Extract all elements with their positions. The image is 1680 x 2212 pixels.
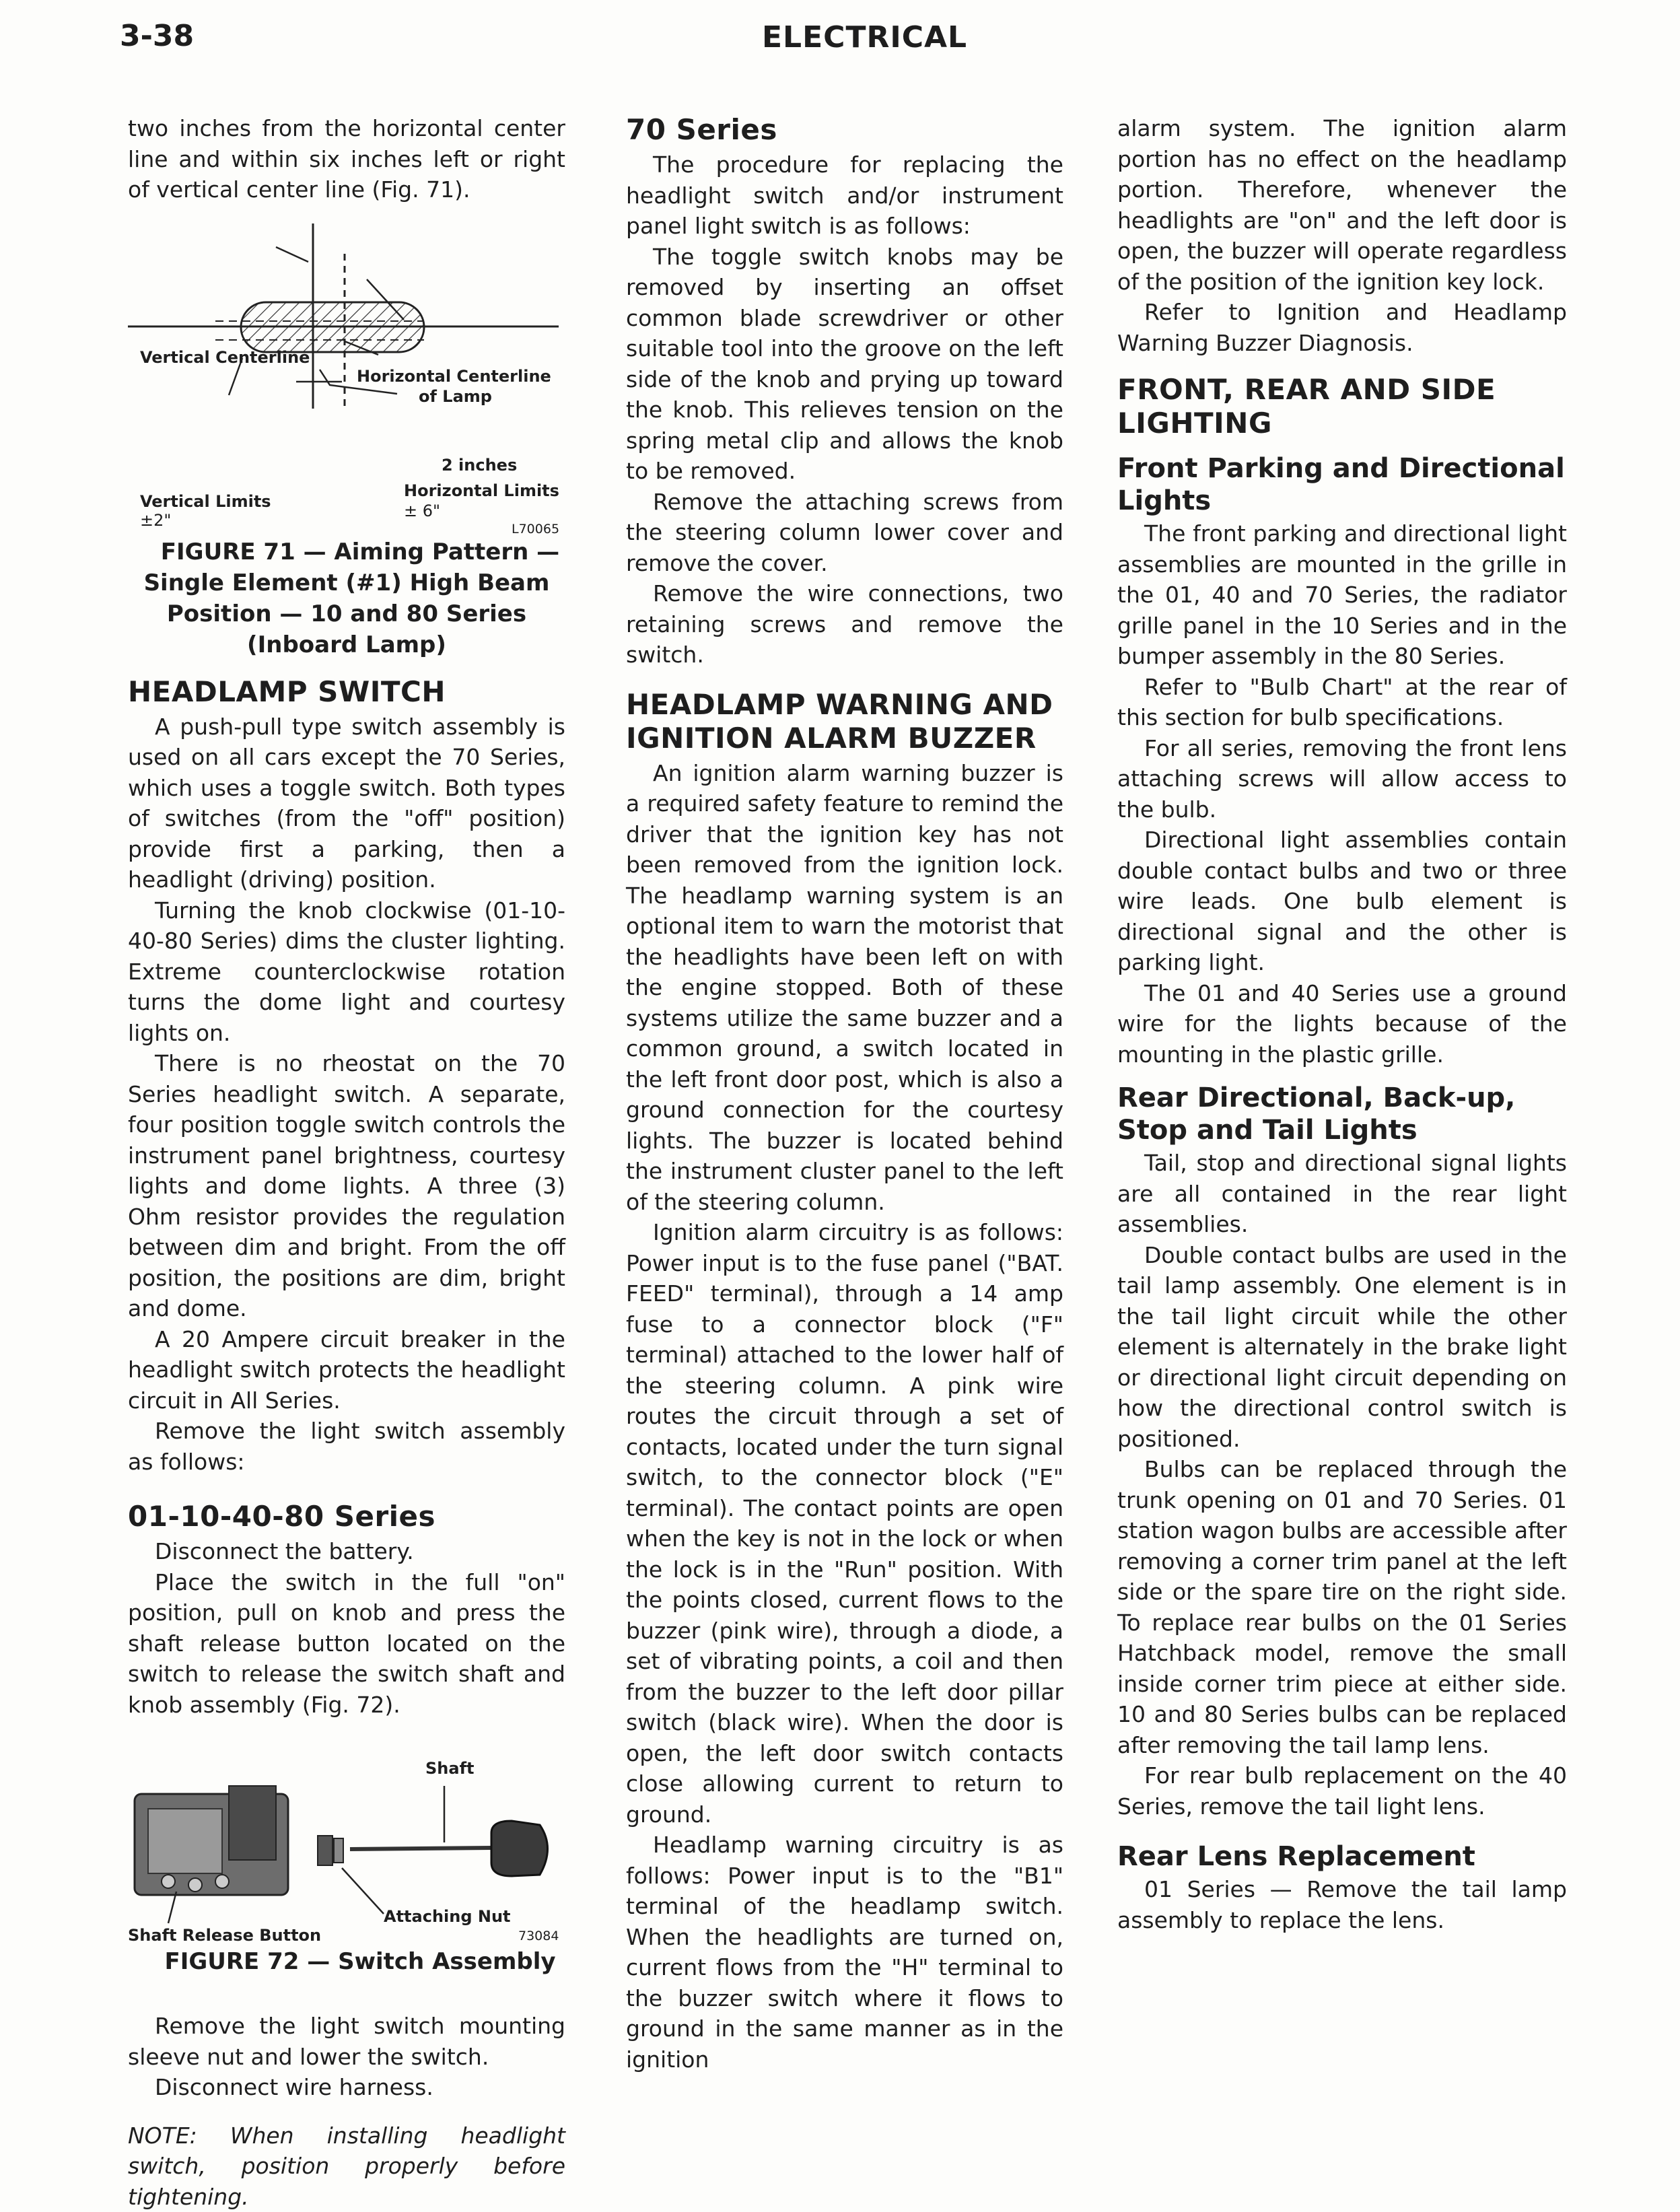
paragraph: There is no rheostat on the 70 Series headlight switch. A separate, four position toggle switch controls the instrument panel brightness, courtesy lights and dome lights. A three (3) Ohm resistor provides the regulation between dim and bright. From the off position, the positions are dim, bright and dome.	[128, 1048, 565, 1324]
paragraph: Headlamp warning circuitry is as follows: Power input is to the "B1" terminal of the headlamp switch. When the headlights are turned on, current flows from the "H" terminal to the buzzer switch where it flows to ground in the same manner as in the ignition	[626, 1830, 1063, 2075]
figure-code: 73084	[518, 1929, 559, 1943]
heading-rear-lens: Rear Lens Replacement	[1117, 1840, 1567, 1873]
paragraph: Disconnect the battery.	[128, 1536, 565, 1567]
heading-70-series: 70 Series	[626, 113, 1063, 147]
figure-71-caption: FIGURE 71 — Aiming Pattern — Single Element (#1) High Beam Position — 10 and 80 Series (Inboard Lamp)	[128, 537, 565, 660]
label-attaching-nut: Attaching Nut	[384, 1907, 511, 1926]
page-number: 3-38	[120, 19, 194, 53]
heading-lighting: FRONT, REAR AND SIDE LIGHTING	[1117, 373, 1567, 440]
paragraph: Double contact bulbs are used in the tail lamp assembly. One element is in the tail light circuit while the other element is alternately in the brake light or directional light circuit depending on how the directional control switch is positioned.	[1117, 1240, 1567, 1455]
column-1	[128, 113, 565, 2212]
label-2-inches: 2 inches	[442, 456, 517, 475]
column-3	[1117, 113, 1567, 1935]
aiming-pattern-diagram	[128, 220, 565, 442]
label-shaft: Shaft	[425, 1759, 474, 1778]
paragraph: Refer to Ignition and Headlamp Warning Buzzer Diagnosis.	[1117, 297, 1567, 358]
paragraph: An ignition alarm warning buzzer is a required safety feature to remind the driver that the ignition key has not been removed from the ignition lock. The headlamp warning system is an optional item to warn the motorist that the headlights have been left on with the engine stopped. Both of these systems utilize the same buzzer and a common ground, a switch located in the left front door post, which is also a ground connection for the courtesy lights. The buzzer is located behind the instrument cluster panel to the left of the steering column.	[626, 758, 1063, 1218]
label-horizontal-centerline: Horizontal Centerline	[357, 367, 551, 386]
paragraph: The toggle switch knobs may be removed by inserting an offset common blade screwdriver or other suitable tool into the groove on the left side of the knob and prying up toward the knob. This relieves tension on the spring metal clip and allows the knob to be removed.	[626, 242, 1063, 487]
paragraph: The 01 and 40 Series use a ground wire for the lights because of the mounting in the plastic grille.	[1117, 978, 1567, 1070]
label-horizontal-limits: Horizontal Limits	[404, 481, 559, 500]
paragraph: Tail, stop and directional signal lights are all contained in the rear light assemblies.	[1117, 1148, 1567, 1240]
label-vertical-limits-value: ±2"	[140, 511, 171, 530]
label-horizontal-limits-value: ± 6"	[404, 502, 440, 520]
paragraph: For all series, removing the front lens attaching screws will allow access to the bulb.	[1117, 733, 1567, 825]
paragraph: Place the switch in the full "on" position, pull on knob and press the shaft release button located on the switch to release the switch shaft and knob assembly (Fig. 72).	[128, 1567, 565, 1721]
paragraph: Remove the wire connections, two retaining screws and remove the switch.	[626, 578, 1063, 670]
figure-72	[128, 1747, 565, 1942]
heading-headlamp-switch: HEADLAMP SWITCH	[128, 675, 565, 709]
paragraph: 01 Series — Remove the tail lamp assembly to replace the lens.	[1117, 1874, 1567, 1935]
paragraph: two inches from the horizontal center line and within six inches left or right of vertical center line (Fig. 71).	[128, 113, 565, 205]
heading-rear-directional: Rear Directional, Back-up, Stop and Tail Lights	[1117, 1082, 1567, 1146]
figure-code: L70065	[512, 522, 559, 537]
figure-71	[128, 220, 565, 532]
paragraph: Bulbs can be replaced through the trunk opening on 01 and 70 Series. 01 station wagon bulbs are accessible after removing a corner trim panel at the left side or the spare tire on the right side. To replace rear bulbs on the 01 Series Hatchback model, remove the small inside corner trim piece at either side. 10 and 80 Series bulbs can be replaced after removing the tail lamp lens.	[1117, 1454, 1567, 1760]
figure-72-caption: FIGURE 72 — Switch Assembly	[128, 1946, 565, 1977]
paragraph: Refer to "Bulb Chart" at the rear of this section for bulb specifications.	[1117, 672, 1567, 733]
paragraph: Disconnect wire harness.	[128, 2072, 565, 2103]
note: NOTE: When installing headlight switch, position properly before tightening.	[128, 2120, 565, 2212]
paragraph: Ignition alarm circuitry is as follows: Power input is to the fuse panel ("BAT. FEED" terminal), through a 14 amp fuse to a connector block ("F" terminal) attached to the lower half of the steering column. A pink wire routes the circuit through a set of contacts, located under the turn signal switch, to the connector block ("E" terminal). The contact points are open when the key is not in the lock or when the lock is in the "Run" position. With the points closed, current flows to the buzzer (pink wire), through a diode, a set of vibrating points, a coil and then from the buzzer to the left door pillar switch (black wire). When the door is open, the left door switch contacts close allowing current to return to ground.	[626, 1217, 1063, 1830]
label-vertical-limits: Vertical Limits	[140, 492, 271, 511]
paragraph: Remove the attaching screws from the steering column lower cover and remove the cover.	[626, 487, 1063, 579]
heading-warning-buzzer: HEADLAMP WARNING AND IGNITION ALARM BUZZER	[626, 688, 1063, 755]
paragraph: A push-pull type switch assembly is used on all cars except the 70 Series, which uses a toggle switch. Both types of switches (from the "off" position) provide first a parking, then a headlight (driving) position.	[128, 712, 565, 895]
paragraph: The procedure for replacing the headlight switch and/or instrument panel light switch is as follows:	[626, 149, 1063, 242]
paragraph: Remove the light switch assembly as follows:	[128, 1416, 565, 1477]
heading-front-parking: Front Parking and Directional Lights	[1117, 452, 1567, 517]
paragraph: Remove the light switch mounting sleeve nut and lower the switch.	[128, 2011, 565, 2072]
section-title: ELECTRICAL	[762, 20, 967, 55]
label-vertical-centerline: Vertical Centerline	[140, 348, 310, 367]
paragraph: For rear bulb replacement on the 40 Series, remove the tail light lens.	[1117, 1760, 1567, 1822]
heading-series: 01-10-40-80 Series	[128, 1500, 565, 1533]
label-of-lamp: of Lamp	[419, 387, 492, 406]
label-shaft-release-button: Shaft Release Button	[128, 1926, 321, 1945]
paragraph: Directional light assemblies contain double contact bulbs and two or three wire leads. One bulb element is directional signal and the other is parking light.	[1117, 825, 1567, 978]
paragraph: alarm system. The ignition alarm portion has no effect on the headlamp portion. Therefore, whenever the headlights are "on" and the left door is open, the buzzer will operate regardless of the position of the ignition key lock.	[1117, 113, 1567, 297]
paragraph: The front parking and directional light assemblies are mounted in the grille in the 01, 40 and 70 Series, the radiator grille panel in the 10 Series and in the bumper assembly in the 80 Series.	[1117, 518, 1567, 672]
column-2	[626, 113, 1063, 2075]
paragraph: Turning the knob clockwise (01-10-40-80 Series) dims the cluster lighting. Extreme counterclockwise rotation turns the dome light and courtesy lights on.	[128, 895, 565, 1049]
paragraph: A 20 Ampere circuit breaker in the headlight switch protects the headlight circuit in All Series.	[128, 1324, 565, 1416]
